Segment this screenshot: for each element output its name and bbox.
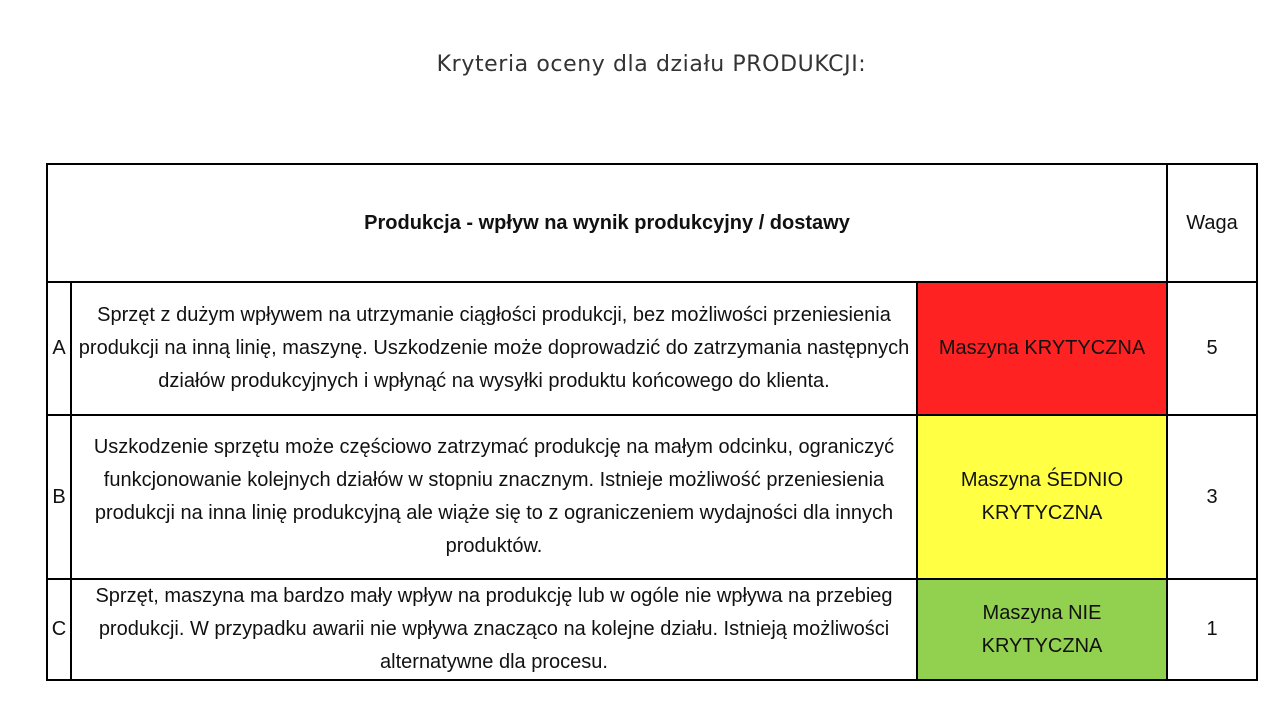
row-letter: A [47, 282, 71, 415]
row-weight: 3 [1167, 415, 1257, 579]
row-weight: 1 [1167, 579, 1257, 680]
row-letter: C [47, 579, 71, 680]
table-row [47, 579, 1257, 680]
table-header-row [47, 164, 1257, 282]
table-header-title: Produkcja - wpływ na wynik produkcyjny / dostawy [47, 164, 1167, 282]
page-title: Kryteria oceny dla działu PRODUKCJI: [436, 52, 867, 77]
row-description: Uszkodzenie sprzętu może częściowo zatrzymać produkcję na małym odcinku, ograniczyć funkcjonowanie kolejnych działów w stopniu znacznym. Istnieje możliwość przeniesienia produkcji na inna linię produkcyjną ale wiąże się to z ograniczeniem wydajności dla innych produktów. [71, 415, 917, 579]
criteria-table [46, 163, 1258, 681]
table-header-weight: Waga [1167, 164, 1257, 282]
criticality-level: Maszyna NIE KRYTYCZNA [917, 579, 1167, 680]
row-description: Sprzęt, maszyna ma bardzo mały wpływ na produkcję lub w ogóle nie wpływa na przebieg produkcji. W przypadku awarii nie wpływa znacząco na kolejne działu. Istnieją możliwości alternatywne dla procesu. [71, 579, 917, 680]
row-description: Sprzęt z dużym wpływem na utrzymanie ciągłości produkcji, bez możliwości przeniesienia produkcji na inną linię, maszynę. Uszkodzenie może doprowadzić do zatrzymania następnych działów produkcyjnych i wpłynąć na wysyłki produktu końcowego do klienta. [71, 282, 917, 415]
row-letter: B [47, 415, 71, 579]
criticality-level: Maszyna ŚEDNIO KRYTYCZNA [917, 415, 1167, 579]
table-row [47, 282, 1257, 415]
row-weight: 5 [1167, 282, 1257, 415]
criticality-level: Maszyna KRYTYCZNA [917, 282, 1167, 415]
table-row [47, 415, 1257, 579]
